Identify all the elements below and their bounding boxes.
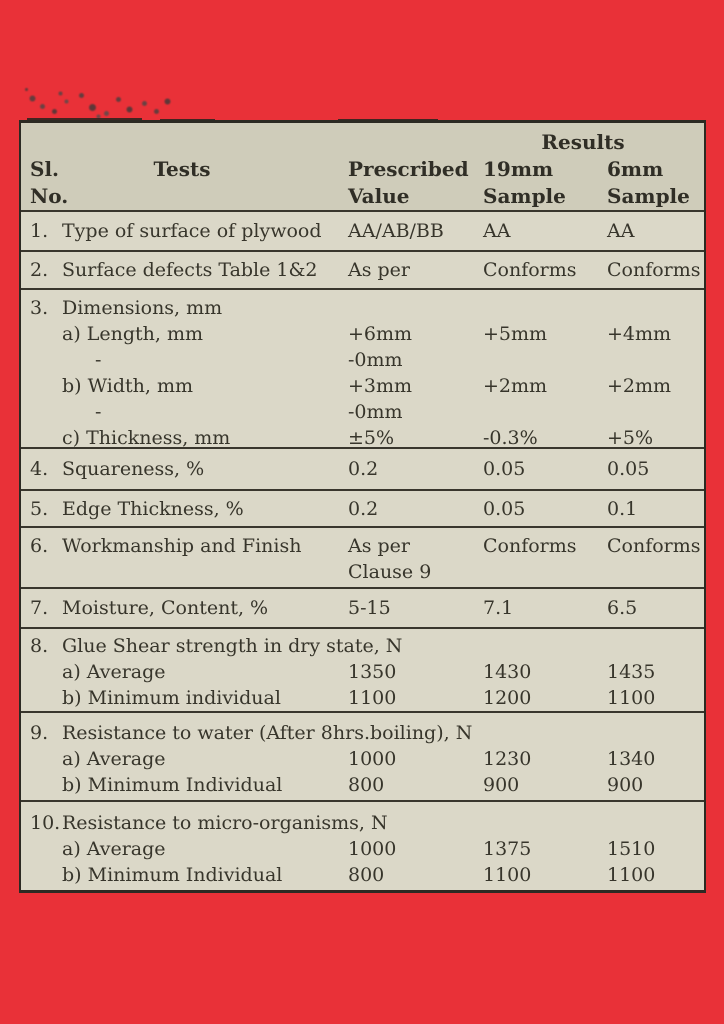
table-row-line	[21, 720, 704, 746]
sample-6mm-cell: +5%	[607, 427, 654, 449]
table-row-4	[21, 447, 704, 489]
sample-6mm-cell	[607, 810, 704, 836]
test-name-cell: Workmanship and Finish	[62, 535, 302, 557]
prescribed-label: Prescribed	[348, 157, 469, 181]
sample-6mm-cell: 900	[607, 774, 644, 796]
sample-6mm-cell: 0.05	[607, 458, 650, 480]
results-header: Results	[541, 130, 625, 154]
test-name-cell: a) Average	[62, 661, 166, 683]
sample-19mm-cell: 0.05	[483, 497, 526, 520]
sample-6mm-cell	[607, 295, 704, 321]
test-name-cell: Glue Shear strength in dry state, N	[62, 635, 403, 657]
test-name-cell: a) Average	[62, 838, 166, 860]
table-row-line	[21, 595, 704, 621]
test-name-cell: a) Length, mm	[62, 323, 204, 345]
sample-6mm-cell: 1100	[607, 864, 656, 886]
test-name-cell: Resistance to water (After 8hrs.boiling), N	[62, 722, 473, 744]
prescribed-value-cell	[348, 720, 483, 746]
table-row-6	[21, 526, 704, 587]
prescribed-value-cell: -0mm	[348, 349, 403, 371]
prescribed-value-cell: +3mm	[348, 375, 413, 397]
test-name-cell: Moisture, Content, %	[62, 597, 269, 619]
test-name-cell: c) Thickness, mm	[62, 427, 231, 449]
prescribed-value-cell: AA/AB/BB	[348, 220, 444, 242]
results-table-body	[21, 212, 704, 890]
test-name-cell: Resistance to micro-organisms, N	[62, 812, 388, 834]
prescribed-value-cell: 5-15	[348, 597, 391, 619]
sample-19mm-cell: +5mm	[483, 323, 548, 345]
column-header-6mm-sample	[607, 156, 690, 210]
sample-6mm-cell	[607, 633, 704, 659]
row-number: 10.	[30, 812, 61, 834]
row-number: 2.	[30, 259, 49, 281]
prescribed-value-cell: 800	[348, 774, 385, 796]
table-row-3	[21, 288, 704, 447]
sample-19mm-cell	[483, 295, 607, 321]
table-row-line	[21, 810, 704, 836]
row-number: 6.	[30, 535, 49, 557]
sample-19mm-cell	[483, 347, 607, 373]
sample-6mm-cell: 1510	[607, 838, 656, 860]
column-header-tests: Tests	[153, 157, 211, 181]
sample-6mm-cell: +4mm	[607, 323, 672, 345]
prescribed-value-cell: 1000	[348, 748, 397, 770]
sample-label: Sample	[483, 184, 566, 208]
table-row-line	[21, 321, 704, 347]
table-row-line	[21, 836, 704, 862]
table-row-line	[21, 295, 704, 321]
sample-19mm-cell: 0.05	[483, 458, 526, 480]
test-name-cell: Surface defects Table 1&2	[62, 259, 318, 281]
sample-6mm-cell: 0.1	[607, 497, 638, 520]
test-name-cell: -	[95, 349, 102, 371]
prescribed-value-cell: 1100	[348, 687, 397, 709]
sample-6mm-cell: Conforms	[607, 535, 701, 557]
test-name-cell: a) Average	[62, 748, 166, 770]
sample-19mm-cell: +2mm	[483, 375, 548, 397]
prescribed-value-cell: +6mm	[348, 323, 413, 345]
prescribed-value-cell: -0mm	[348, 401, 403, 423]
sample-19mm-cell: 1430	[483, 661, 532, 683]
row-number: 9.	[30, 722, 49, 744]
sample-19mm-cell: 900	[483, 774, 520, 796]
sample-19mm-cell: Conforms	[483, 535, 577, 557]
sample-6mm-cell	[607, 720, 704, 746]
prescribed-value-cell: 1350	[348, 661, 397, 683]
row-number: 1.	[30, 220, 49, 242]
sample-19mm-cell	[483, 559, 607, 585]
row-number: 4.	[30, 458, 49, 480]
results-table	[19, 120, 706, 893]
test-name-cell: Dimensions, mm	[62, 297, 223, 319]
sample-19mm-cell: 7.1	[483, 597, 514, 619]
row-number: 8.	[30, 635, 49, 657]
table-row-line	[21, 862, 704, 888]
table-row-line	[21, 746, 704, 772]
table-row-8	[21, 627, 704, 711]
prescribed-value-cell	[348, 633, 483, 659]
test-name-cell	[21, 559, 348, 585]
19mm-label: 19mm	[483, 157, 554, 181]
prescribed-value-cell: ±5%	[348, 427, 395, 449]
table-row-10	[21, 800, 704, 890]
table-row-1	[21, 212, 704, 250]
prescribed-value-cell: As per	[348, 535, 411, 557]
column-header-19mm-sample	[483, 156, 566, 210]
test-name-cell: b) Minimum Individual	[62, 774, 283, 796]
value-label: Value	[348, 184, 410, 208]
table-row-line	[21, 373, 704, 399]
row-number: 3.	[30, 297, 49, 319]
sample-19mm-cell: 1375	[483, 838, 532, 860]
table-row-line	[21, 533, 704, 559]
table-row-9	[21, 711, 704, 800]
sample-6mm-cell: AA	[607, 220, 635, 242]
table-header	[21, 123, 704, 212]
table-row-line	[21, 633, 704, 659]
table-row-line	[21, 257, 704, 283]
test-name-cell: b) Width, mm	[62, 375, 194, 397]
prescribed-value-cell: 0.2	[348, 497, 379, 520]
row-number: 7.	[30, 597, 49, 619]
sample-6mm-cell: +2mm	[607, 375, 672, 397]
table-row-line	[21, 772, 704, 798]
sample-19mm-cell: -0.3%	[483, 427, 538, 449]
test-name-cell: b) Minimum Individual	[62, 864, 283, 886]
sample-6mm-cell: 1100	[607, 687, 656, 709]
table-row-line	[21, 659, 704, 685]
table-row-line	[21, 496, 704, 522]
sample-19mm-cell	[483, 633, 607, 659]
test-name-cell: -	[95, 401, 102, 423]
table-row-line	[21, 685, 704, 711]
prescribed-value-cell: 0.2	[348, 458, 379, 480]
sample-19mm-cell	[483, 720, 607, 746]
sample-19mm-cell: Conforms	[483, 259, 577, 281]
prescribed-value-cell	[348, 810, 483, 836]
table-row-line	[21, 218, 704, 244]
table-row-line	[21, 399, 704, 425]
no-label: No.	[30, 184, 69, 208]
sample-19mm-cell: 1230	[483, 748, 532, 770]
test-name-cell: Edge Thickness, %	[62, 497, 244, 520]
sample-6mm-cell: 6.5	[607, 597, 638, 619]
sample-6mm-cell: 1340	[607, 748, 656, 770]
sample-19mm-cell: 1200	[483, 687, 532, 709]
test-name-cell: b) Minimum individual	[62, 687, 281, 709]
prescribed-value-cell	[348, 295, 483, 321]
sample-6mm-cell	[607, 347, 704, 373]
test-name-cell: Type of surface of plywood	[62, 220, 322, 242]
prescribed-value-cell: Clause 9	[348, 561, 432, 583]
sl-label: Sl.	[30, 157, 60, 181]
table-row-7	[21, 587, 704, 627]
sample-6mm-cell: 1435	[607, 661, 656, 683]
column-header-prescribed-value	[348, 156, 469, 210]
table-row-2	[21, 250, 704, 288]
table-row-line	[21, 347, 704, 373]
prescribed-value-cell: As per	[348, 259, 411, 281]
6mm-label: 6mm	[607, 157, 664, 181]
row-number: 5.	[30, 497, 49, 520]
sample-6mm-cell: Conforms	[607, 259, 701, 281]
table-row-line	[21, 456, 704, 482]
prescribed-value-cell: 800	[348, 864, 385, 886]
sample-label: Sample	[607, 184, 690, 208]
sample-19mm-cell: AA	[483, 220, 511, 242]
table-row-5	[21, 489, 704, 526]
sample-19mm-cell: 1100	[483, 864, 532, 886]
sample-6mm-cell	[607, 399, 704, 425]
sample-6mm-cell	[607, 559, 704, 585]
table-row-line	[21, 559, 704, 585]
illegible-ink-marks	[25, 88, 28, 91]
sample-19mm-cell	[483, 810, 607, 836]
test-name-cell: Squareness, %	[62, 458, 205, 480]
prescribed-value-cell: 1000	[348, 838, 397, 860]
sample-19mm-cell	[483, 399, 607, 425]
